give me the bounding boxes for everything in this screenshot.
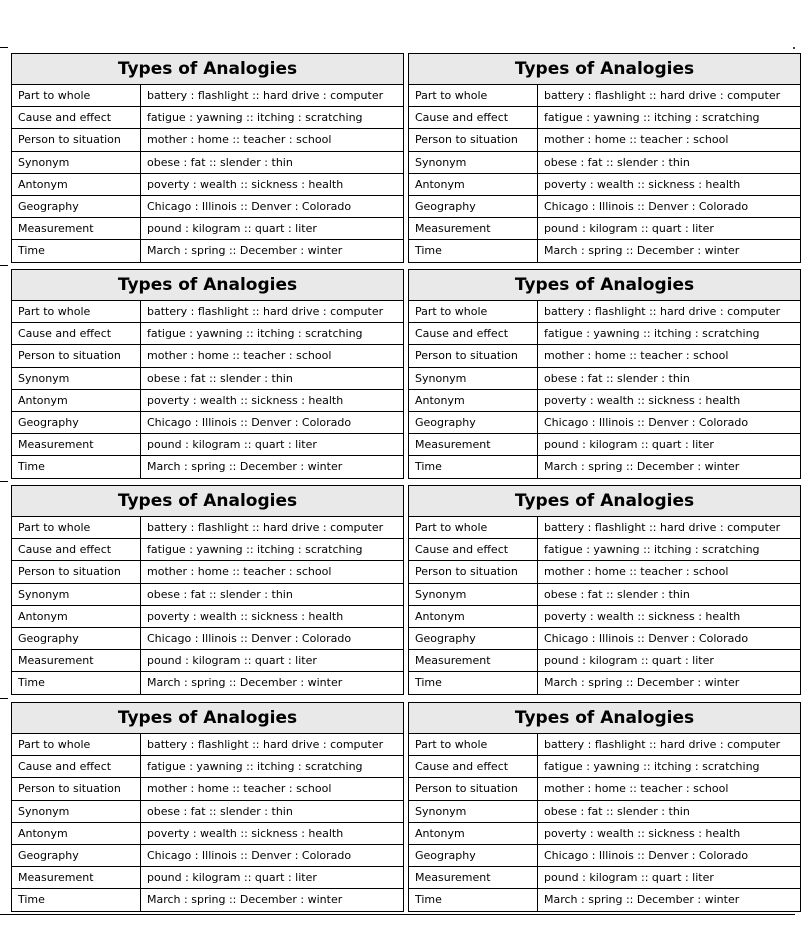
analogy-row <box>409 844 800 866</box>
analogy-row <box>12 561 403 583</box>
analogy-table <box>409 517 800 694</box>
analogy-example: battery : flashlight :: hard drive : computer <box>141 734 404 756</box>
analogy-type: Synonym <box>12 800 141 822</box>
analogy-example: obese : fat :: slender : thin <box>538 583 801 605</box>
analogy-example: mother : home :: teacher : school <box>141 129 404 151</box>
analogy-type: Antonym <box>12 173 141 195</box>
analogy-row <box>409 650 800 672</box>
analogy-type: Person to situation <box>409 561 538 583</box>
analogy-type: Part to whole <box>12 517 141 539</box>
analogy-row <box>12 218 403 240</box>
analogy-type: Cause and effect <box>409 539 538 561</box>
analogy-row <box>12 195 403 217</box>
analogy-type: Antonym <box>409 173 538 195</box>
analogy-row <box>409 345 800 367</box>
analogy-row <box>409 778 800 800</box>
analogy-type: Geography <box>12 627 141 649</box>
analogy-example: pound : kilogram :: quart : liter <box>141 218 404 240</box>
analogy-example: battery : flashlight :: hard drive : computer <box>538 517 801 539</box>
analogy-type: Time <box>12 889 141 911</box>
analogy-example: Chicago : Illinois :: Denver : Colorado <box>538 844 801 866</box>
analogy-type: Geography <box>409 195 538 217</box>
analogy-row <box>409 605 800 627</box>
analogy-example: battery : flashlight :: hard drive : computer <box>538 301 801 323</box>
analogy-row <box>12 800 403 822</box>
analogy-row <box>12 434 403 456</box>
analogy-type: Cause and effect <box>12 323 141 345</box>
analogy-type: Time <box>12 456 141 478</box>
analogy-type: Antonym <box>12 389 141 411</box>
analogy-example: mother : home :: teacher : school <box>141 778 404 800</box>
analogy-type: Person to situation <box>12 129 141 151</box>
analogy-example: pound : kilogram :: quart : liter <box>141 650 404 672</box>
analogy-table <box>12 301 403 478</box>
analogy-row <box>409 539 800 561</box>
analogy-table <box>409 85 800 262</box>
analogy-example: mother : home :: teacher : school <box>538 778 801 800</box>
analogy-example: battery : flashlight :: hard drive : computer <box>538 85 801 107</box>
analogy-example: poverty : wealth :: sickness : health <box>538 822 801 844</box>
analogy-row <box>409 434 800 456</box>
analogy-example: fatigue : yawning :: itching : scratching <box>538 107 801 129</box>
card-title: Types of Analogies <box>12 486 403 517</box>
analogy-example: fatigue : yawning :: itching : scratching <box>538 323 801 345</box>
analogy-example: mother : home :: teacher : school <box>538 129 801 151</box>
analogy-example: fatigue : yawning :: itching : scratching <box>538 756 801 778</box>
analogy-row <box>12 107 403 129</box>
analogy-row <box>409 672 800 694</box>
analogy-example: Chicago : Illinois :: Denver : Colorado <box>141 844 404 866</box>
analogy-row <box>409 734 800 756</box>
analogy-row <box>409 107 800 129</box>
analogy-example: fatigue : yawning :: itching : scratching <box>141 107 404 129</box>
analogy-row <box>409 195 800 217</box>
analogy-example: March : spring :: December : winter <box>147 460 343 474</box>
analogy-row <box>12 456 403 478</box>
analogy-row <box>12 367 403 389</box>
analogy-row <box>409 218 800 240</box>
analogy-card <box>408 53 801 263</box>
card-title: Types of Analogies <box>409 703 800 734</box>
analogy-example: March : spring :: December : winter <box>147 893 343 907</box>
analogy-type: Part to whole <box>409 517 538 539</box>
analogy-type: Antonym <box>409 822 538 844</box>
card-title: Types of Analogies <box>12 54 403 85</box>
analogy-row <box>12 129 403 151</box>
analogy-type: Measurement <box>12 434 141 456</box>
analogy-row <box>12 389 403 411</box>
analogy-example: pound : kilogram :: quart : liter <box>538 650 801 672</box>
analogy-row <box>409 889 800 911</box>
analogy-card <box>11 269 404 479</box>
analogy-type: Synonym <box>12 151 141 173</box>
analogy-type: Synonym <box>409 151 538 173</box>
analogy-row <box>409 411 800 433</box>
analogy-row <box>409 627 800 649</box>
analogy-example: March : spring :: December : winter <box>544 460 740 474</box>
analogy-row <box>12 85 403 107</box>
analogy-type: Antonym <box>12 822 141 844</box>
analogy-row <box>12 867 403 889</box>
analogy-type: Cause and effect <box>12 107 141 129</box>
analogy-example: obese : fat :: slender : thin <box>141 367 404 389</box>
analogy-example: obese : fat :: slender : thin <box>538 367 801 389</box>
card-title: Types of Analogies <box>12 703 403 734</box>
analogy-example: obese : fat :: slender : thin <box>141 151 404 173</box>
analogy-example: mother : home :: teacher : school <box>538 561 801 583</box>
corner-dot <box>793 47 795 49</box>
analogy-card <box>408 269 801 479</box>
analogy-type: Geography <box>409 411 538 433</box>
analogy-type: Part to whole <box>409 301 538 323</box>
cut-line <box>0 481 8 482</box>
analogy-type: Cause and effect <box>12 539 141 561</box>
analogy-example: Chicago : Illinois :: Denver : Colorado <box>538 627 801 649</box>
analogy-example: fatigue : yawning :: itching : scratching <box>141 756 404 778</box>
analogy-type: Geography <box>409 627 538 649</box>
analogy-type: Part to whole <box>409 734 538 756</box>
analogy-row <box>12 583 403 605</box>
analogy-row <box>12 627 403 649</box>
analogy-row <box>12 889 403 911</box>
analogy-type: Geography <box>12 844 141 866</box>
analogy-row <box>12 650 403 672</box>
analogy-type: Person to situation <box>12 778 141 800</box>
analogy-row <box>409 389 800 411</box>
analogy-row <box>12 734 403 756</box>
analogy-row <box>409 822 800 844</box>
analogy-type: Geography <box>12 411 141 433</box>
analogy-row <box>409 323 800 345</box>
analogy-type: Measurement <box>409 434 538 456</box>
analogy-type: Measurement <box>409 650 538 672</box>
analogy-example: battery : flashlight :: hard drive : computer <box>141 85 404 107</box>
analogy-example: battery : flashlight :: hard drive : computer <box>538 734 801 756</box>
analogy-example: poverty : wealth :: sickness : health <box>538 605 801 627</box>
analogy-example: Chicago : Illinois :: Denver : Colorado <box>141 627 404 649</box>
analogy-type: Synonym <box>409 800 538 822</box>
analogy-type: Synonym <box>409 583 538 605</box>
analogy-row <box>409 756 800 778</box>
analogy-type: Synonym <box>409 367 538 389</box>
analogy-example: poverty : wealth :: sickness : health <box>141 389 404 411</box>
analogy-row <box>12 151 403 173</box>
analogy-example: battery : flashlight :: hard drive : computer <box>141 301 404 323</box>
card-title: Types of Analogies <box>409 486 800 517</box>
cut-line <box>0 265 8 266</box>
analogy-example: Chicago : Illinois :: Denver : Colorado <box>141 195 404 217</box>
analogy-type: Time <box>409 672 538 694</box>
analogy-example: March : spring :: December : winter <box>147 676 343 690</box>
analogy-table <box>12 734 403 911</box>
analogy-row <box>409 583 800 605</box>
analogy-row <box>409 367 800 389</box>
cut-line <box>0 914 795 915</box>
analogy-example: mother : home :: teacher : school <box>538 345 801 367</box>
analogy-type: Time <box>12 672 141 694</box>
analogy-card <box>11 485 404 695</box>
analogy-type: Cause and effect <box>409 107 538 129</box>
analogy-table <box>12 85 403 262</box>
analogy-type: Measurement <box>12 218 141 240</box>
analogy-type: Cause and effect <box>409 756 538 778</box>
analogy-example: Chicago : Illinois :: Denver : Colorado <box>141 411 404 433</box>
analogy-row <box>12 517 403 539</box>
analogy-table <box>409 734 800 911</box>
analogy-type: Time <box>409 240 538 262</box>
analogy-row <box>12 411 403 433</box>
analogy-row <box>12 778 403 800</box>
analogy-type: Person to situation <box>409 345 538 367</box>
analogy-example: obese : fat :: slender : thin <box>538 151 801 173</box>
analogy-row <box>409 129 800 151</box>
analogy-row <box>12 539 403 561</box>
analogy-row <box>409 240 800 262</box>
cut-line <box>0 47 8 48</box>
analogy-example: obese : fat :: slender : thin <box>141 583 404 605</box>
analogy-example: mother : home :: teacher : school <box>141 345 404 367</box>
analogy-row <box>12 822 403 844</box>
analogy-row <box>409 517 800 539</box>
analogy-type: Measurement <box>12 867 141 889</box>
analogy-type: Antonym <box>409 605 538 627</box>
analogy-example: pound : kilogram :: quart : liter <box>538 434 801 456</box>
analogy-type: Person to situation <box>12 561 141 583</box>
analogy-row <box>12 323 403 345</box>
analogy-type: Geography <box>12 195 141 217</box>
analogy-type: Time <box>12 240 141 262</box>
analogy-type: Person to situation <box>409 778 538 800</box>
analogy-row <box>12 605 403 627</box>
analogy-type: Measurement <box>409 218 538 240</box>
analogy-example: pound : kilogram :: quart : liter <box>141 867 404 889</box>
analogy-example: March : spring :: December : winter <box>147 244 343 258</box>
analogy-example: poverty : wealth :: sickness : health <box>141 605 404 627</box>
cut-line <box>0 698 8 699</box>
analogy-type: Antonym <box>409 389 538 411</box>
analogy-row <box>12 844 403 866</box>
analogy-type: Time <box>409 889 538 911</box>
analogy-type: Part to whole <box>12 85 141 107</box>
analogy-row <box>409 301 800 323</box>
analogy-row <box>12 756 403 778</box>
analogy-example: March : spring :: December : winter <box>544 676 740 690</box>
card-title: Types of Analogies <box>12 270 403 301</box>
analogy-example: battery : flashlight :: hard drive : computer <box>141 517 404 539</box>
analogy-type: Antonym <box>12 605 141 627</box>
analogy-row <box>409 867 800 889</box>
analogy-row <box>409 800 800 822</box>
analogy-type: Cause and effect <box>12 756 141 778</box>
analogy-type: Time <box>409 456 538 478</box>
analogy-type: Part to whole <box>12 734 141 756</box>
analogy-type: Cause and effect <box>409 323 538 345</box>
analogy-row <box>409 456 800 478</box>
analogy-table <box>12 517 403 694</box>
analogy-example: mother : home :: teacher : school <box>141 561 404 583</box>
analogy-example: Chicago : Illinois :: Denver : Colorado <box>538 411 801 433</box>
analogy-type: Geography <box>409 844 538 866</box>
analogy-row <box>12 672 403 694</box>
analogy-example: fatigue : yawning :: itching : scratching <box>141 539 404 561</box>
analogy-type: Part to whole <box>12 301 141 323</box>
analogy-type: Synonym <box>12 583 141 605</box>
analogy-example: Chicago : Illinois :: Denver : Colorado <box>538 195 801 217</box>
analogy-example: pound : kilogram :: quart : liter <box>538 867 801 889</box>
analogy-row <box>409 151 800 173</box>
analogy-row <box>12 301 403 323</box>
analogy-card <box>11 702 404 912</box>
analogy-row <box>12 345 403 367</box>
analogy-card <box>11 53 404 263</box>
card-title: Types of Analogies <box>409 54 800 85</box>
analogy-example: obese : fat :: slender : thin <box>538 800 801 822</box>
analogy-table <box>409 301 800 478</box>
analogy-row <box>12 240 403 262</box>
analogy-example: March : spring :: December : winter <box>544 244 740 258</box>
analogy-type: Synonym <box>12 367 141 389</box>
analogy-row <box>409 561 800 583</box>
analogy-row <box>12 173 403 195</box>
analogy-type: Part to whole <box>409 85 538 107</box>
analogy-row <box>409 173 800 195</box>
analogy-row <box>409 85 800 107</box>
analogy-type: Person to situation <box>12 345 141 367</box>
analogy-type: Measurement <box>409 867 538 889</box>
analogy-example: pound : kilogram :: quart : liter <box>538 218 801 240</box>
analogy-type: Measurement <box>12 650 141 672</box>
analogy-example: fatigue : yawning :: itching : scratching <box>538 539 801 561</box>
analogy-type: Person to situation <box>409 129 538 151</box>
analogy-example: poverty : wealth :: sickness : health <box>538 389 801 411</box>
analogy-card <box>408 702 801 912</box>
analogy-example: pound : kilogram :: quart : liter <box>141 434 404 456</box>
analogy-example: obese : fat :: slender : thin <box>141 800 404 822</box>
analogy-card <box>408 485 801 695</box>
card-title: Types of Analogies <box>409 270 800 301</box>
analogy-example: March : spring :: December : winter <box>544 893 740 907</box>
analogy-example: poverty : wealth :: sickness : health <box>141 822 404 844</box>
analogy-example: poverty : wealth :: sickness : health <box>538 173 801 195</box>
analogy-example: fatigue : yawning :: itching : scratching <box>141 323 404 345</box>
analogy-example: poverty : wealth :: sickness : health <box>141 173 404 195</box>
